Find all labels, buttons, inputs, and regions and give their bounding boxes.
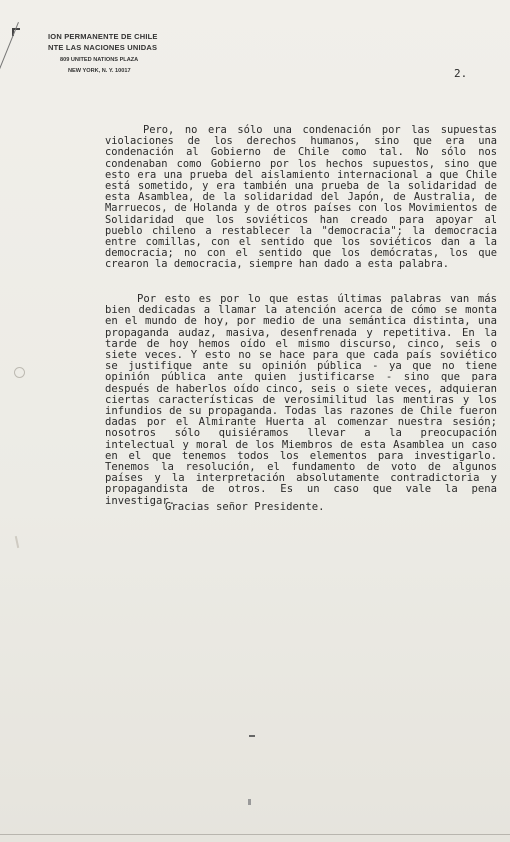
ink-speck [249,735,255,737]
body-paragraph-2: Por esto es por lo que estas últimas palabras van más bien dedicadas a llamar la atención acerca de cómo se monta en el mundo de hoy, por medio de una semántica distinta, una propaganda audaz, masiva, desenfrenada y repetitiva. En la tarde de hoy hemos oído el mismo discurso, cinco, seis o siete veces. Y esto no se hace para que cada país soviético se justifique ante su opinión pública - ya que no tiene opinión pública ante quien justificarse - sino que para después de haberlos oído cinco, seis o siete veces, adquieran ciertas características de verosimilitud las mentiras y los infundios de su propaganda. Todas las razones de Chile fueron dadas por el Almirante Huerta al comenzar nuestra sesión; nosotros sólo quisiéramos llevar a la preocupación intelectual y moral de los Miembros de esta Asamblea un caso en el que tenemos todos los elementos para investigarlo. Tenemos la resolución, el fundamento de voto de algunos países y la interpretación absolutamente contradictoria y propagandista de otros. Es un caso que vale la pena investigar. [105,293,497,507]
page-edge-line [0,834,510,835]
letterhead-org-line1: ION PERMANENTE DE CHILE [48,32,158,41]
letterhead [48,31,158,77]
punch-hole [14,367,25,378]
body-paragraph-1: Pero, no era sólo una condenación por las supuestas violaciones de los derechos humanos, sino que era una condenación al Gobierno de Chile como tal. No sólo nos condenaban como Gobierno por los hechos supuestos, sino que esto era una prueba del aislamiento internacional a que Chile está sometido, y era también una prueba de la solidaridad de esta Asamblea, de la solidaridad del Japón, de Australia, de Marruecos, de Holanda y de otros países con los Movimientos de Solidaridad que los soviéticos han creado para apoyar al pueblo chileno a restablecer la "democracia"; la democracia entre comillas, con el sentido que los soviéticos dan a la democracia; no con el sentido que los demócratas, los que crearon la democracia, siempre han dado a esta palabra. [105,124,497,271]
faint-margin-mark [15,536,19,548]
letterhead-org-line2: NTE LAS NACIONES UNIDAS [48,43,158,52]
letterhead-address: 809 UNITED NATIONS PLAZA [60,57,139,63]
ink-speck [248,799,251,805]
letterhead-city: NEW YORK, N. Y. 10017 [68,68,131,74]
page-number: 2. [454,67,468,80]
closing-line: Gracias señor Presidente. [165,501,325,513]
